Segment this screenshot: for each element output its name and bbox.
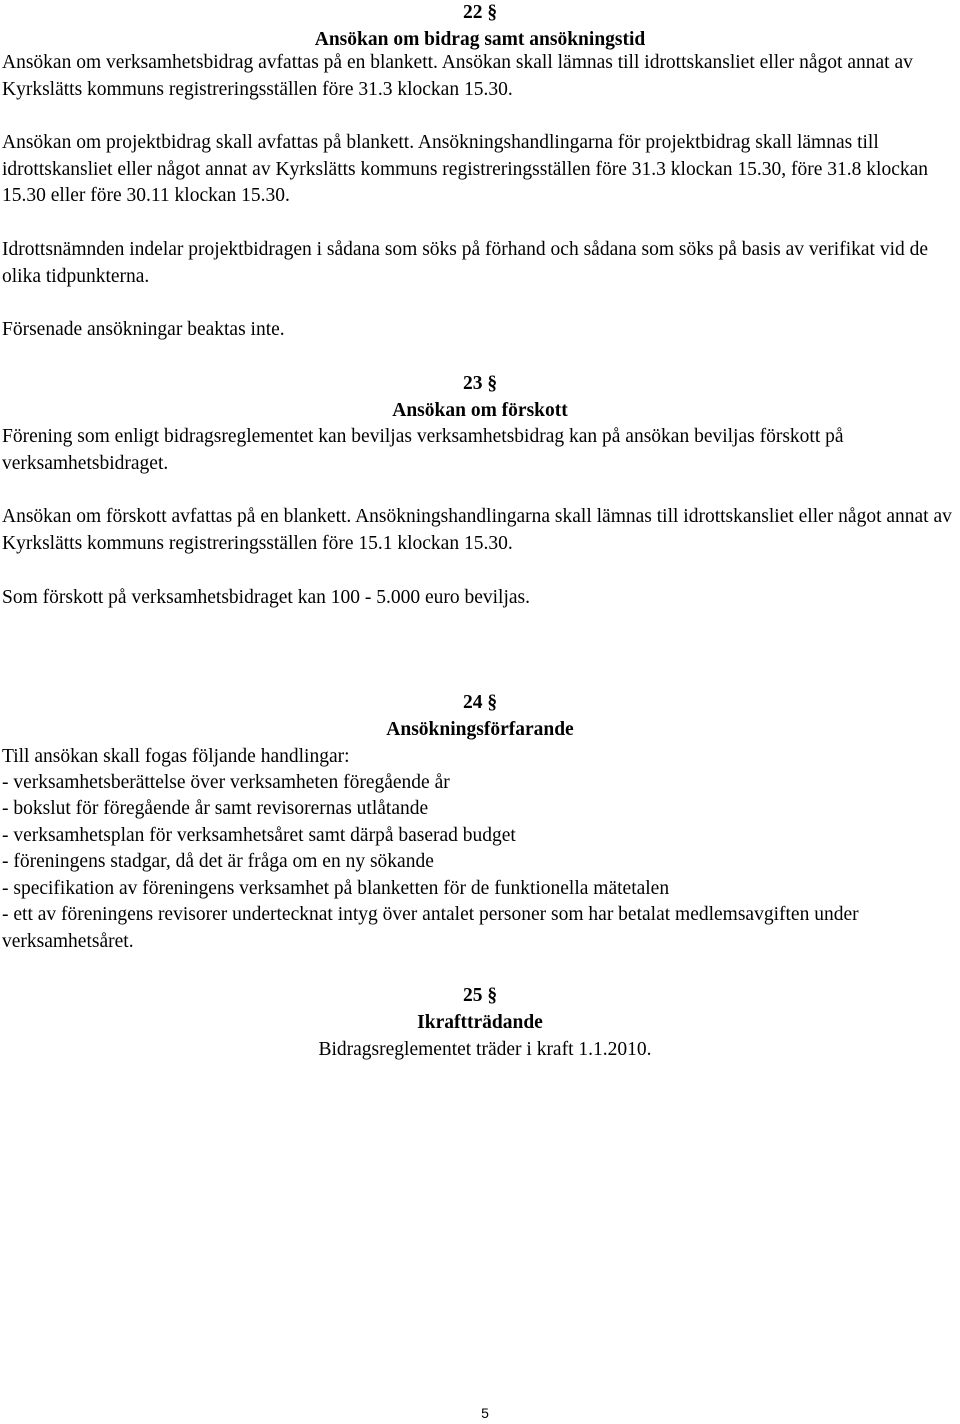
section-number: 23 §	[462, 373, 498, 394]
page-number: 5	[481, 1405, 489, 1421]
paragraph: Förening som enligt bidragsreglementet kan beviljas verksamhetsbidrag kan på ansökan beviljas förskott på verksamhetsbidraget.	[2, 426, 844, 474]
paragraph: Ansökan om verksamhetsbidrag avfattas på en blankett. Ansökan skall lämnas till idrottskansliet eller något annat av Kyrkslätts kommuns registreringsställen före 31.3 klockan 15.30.	[2, 52, 913, 100]
paragraph: Som förskott på verksamhetsbidraget kan 100 - 5.000 euro beviljas.	[2, 587, 531, 608]
list-item: - bokslut för föregående år samt revisorernas utlåtande	[2, 798, 429, 819]
list-item: - verksamhetsplan för verksamhetsåret samt därpå baserad budget	[2, 825, 516, 846]
list-item: - specifikation av föreningens verksamhet på blanketten för de funktionella mätetalen	[2, 878, 670, 899]
list-item: - verksamhetsberättelse över verksamheten föregående år	[2, 772, 450, 793]
paragraph: Idrottsnämnden indelar projektbidragen i sådana som söks på förhand och sådana som söks på basis av verifikat vid de olika tidpunkterna.	[2, 239, 929, 287]
list-item: - föreningens stadgar, då det är fråga om en ny sökande	[2, 851, 434, 872]
list-intro: Till ansökan skall fogas följande handlingar:	[2, 746, 350, 767]
paragraph: Ansökan om förskott avfattas på en blankett. Ansökningshandlingarna skall lämnas till idrottskansliet eller något annat av Kyrkslätts kommuns registreringsställen före 15.1 klockan 15.30.	[2, 506, 952, 554]
paragraph: Ansökan om projektbidrag skall avfattas på blankett. Ansökningshandlingarna för projektbidrag skall lämnas till idrottskansliet eller något annat av Kyrkslätts kommuns registreringsställen före 31.3 klockan 15.30, före 31.8 klockan 15.30 eller före 30.11 klockan 15.30.	[2, 132, 929, 206]
paragraph: Bidragsreglementet träder i kraft 1.1.2010.	[318, 1039, 652, 1060]
section-number: 24 §	[462, 692, 498, 713]
section-title: Ansökan om förskott	[392, 399, 568, 421]
section-number: 22 §	[462, 2, 498, 23]
section-title: Ikraftträdande	[417, 1011, 543, 1033]
paragraph: Försenade ansökningar beaktas inte.	[2, 319, 285, 340]
list-item: - ett av föreningens revisorer undertecknat intyg över antalet personer som har betalat medlemsavgiften under verksamhetsåret.	[2, 904, 859, 952]
section-23-heading	[0, 371, 960, 424]
section-title: Ansökan om bidrag samt ansökningstid	[314, 28, 646, 50]
section-25-heading	[0, 983, 960, 1036]
section-title: Ansökningsförfarande	[386, 718, 574, 740]
section-number: 25 §	[462, 985, 498, 1006]
section-24-heading	[0, 690, 960, 743]
section-22-heading	[0, 0, 960, 53]
